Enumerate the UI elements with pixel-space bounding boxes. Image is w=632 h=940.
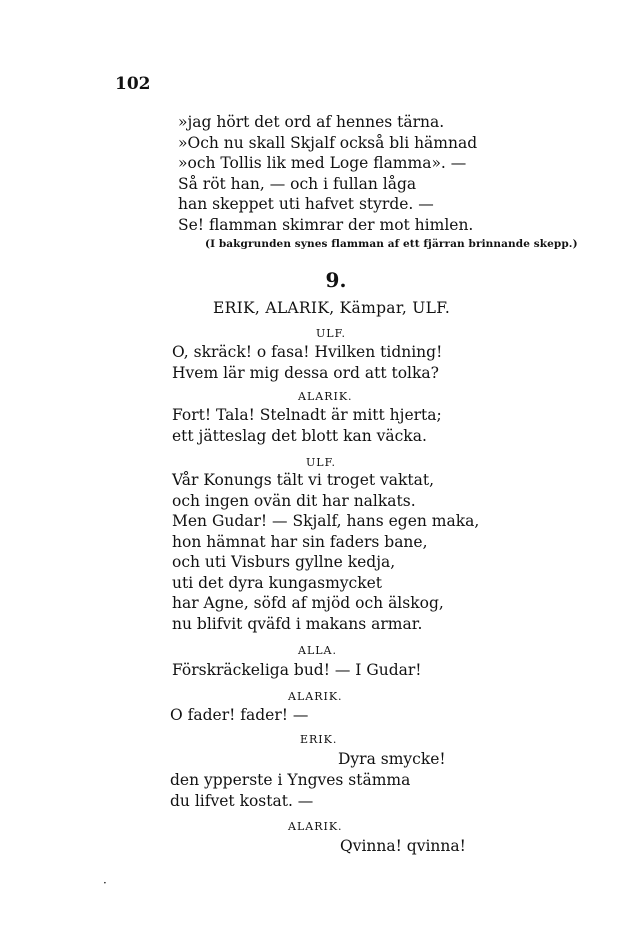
verse-line: »och Tollis lik med Loge flamma». — [178,154,467,172]
verse-line: ett jätteslag det blott kan väcka. [172,426,427,445]
speech-block [172,660,422,681]
verse-line: Vår Konungs tält vi troget vaktat, [172,471,435,489]
verse-line: och uti Visburs gyllne kedja, [172,553,396,571]
verse-line: hon hämnat har sin faders bane, [172,532,428,551]
verse-line: Förskräckeliga bud! — I Gudar! [172,661,422,679]
verse-line: uti det dyra kungasmycket [172,573,383,592]
speech-block [172,405,442,446]
verse-line: nu blifvit qväfd i makans armar. [172,614,423,633]
stage-direction: (I bakgrunden synes flamman af ett fjärran brinnande skepp.) [205,238,578,250]
verse-line: Qvinna! qvinna! [340,837,466,855]
speaker-name: ALARIK. [288,690,343,703]
speaker-name: ALARIK. [288,820,343,833]
speech-block [172,342,442,383]
verse-line: »Och nu skall Skjalf också bli hämnad [178,133,478,152]
verse-line: O fader! fader! — [170,706,309,724]
speaker-name: ALLA. [298,644,337,657]
scene-number: 9. [325,268,347,292]
verse-line: du lifvet kostat. — [170,791,314,810]
speech-block [338,749,446,770]
speech-block [170,770,410,811]
print-speck: · [103,876,107,890]
page-number: 102 [115,74,151,94]
speech-block [170,705,308,726]
verse-line: och ingen ovän dit har nalkats. [172,491,416,510]
verse-line: Så röt han, — och i fullan låga [178,174,417,193]
verse-line: Dyra smycke! [338,750,446,768]
verse-stanza-top [178,112,477,235]
verse-line: Hvem lär mig dessa ord att tolka? [172,363,439,382]
verse-line: O, skräck! o fasa! Hvilken tidning! [172,343,443,361]
speaker-name: ULF. [316,327,346,340]
verse-line: Men Gudar! — Skjalf, hans egen maka, [172,512,480,530]
scene-characters: ERIK, ALARIK, Kämpar, ULF. [213,299,451,317]
speaker-name: ERIK. [300,733,338,746]
verse-line: Se! flamman skimrar der mot himlen. [178,215,474,234]
speech-block [340,836,466,857]
verse-line: »jag hört det ord af hennes tärna. [178,113,445,131]
speech-block [172,470,479,634]
speaker-name: ALARIK. [298,390,353,403]
verse-line: han skeppet uti hafvet styrde. — [178,195,434,213]
speaker-name: ULF. [306,456,336,469]
verse-line: Fort! Tala! Stelnadt är mitt hjerta; [172,406,442,424]
verse-line: har Agne, söfd af mjöd och älskog, [172,594,444,612]
verse-line: den ypperste i Yngves stämma [170,771,411,789]
